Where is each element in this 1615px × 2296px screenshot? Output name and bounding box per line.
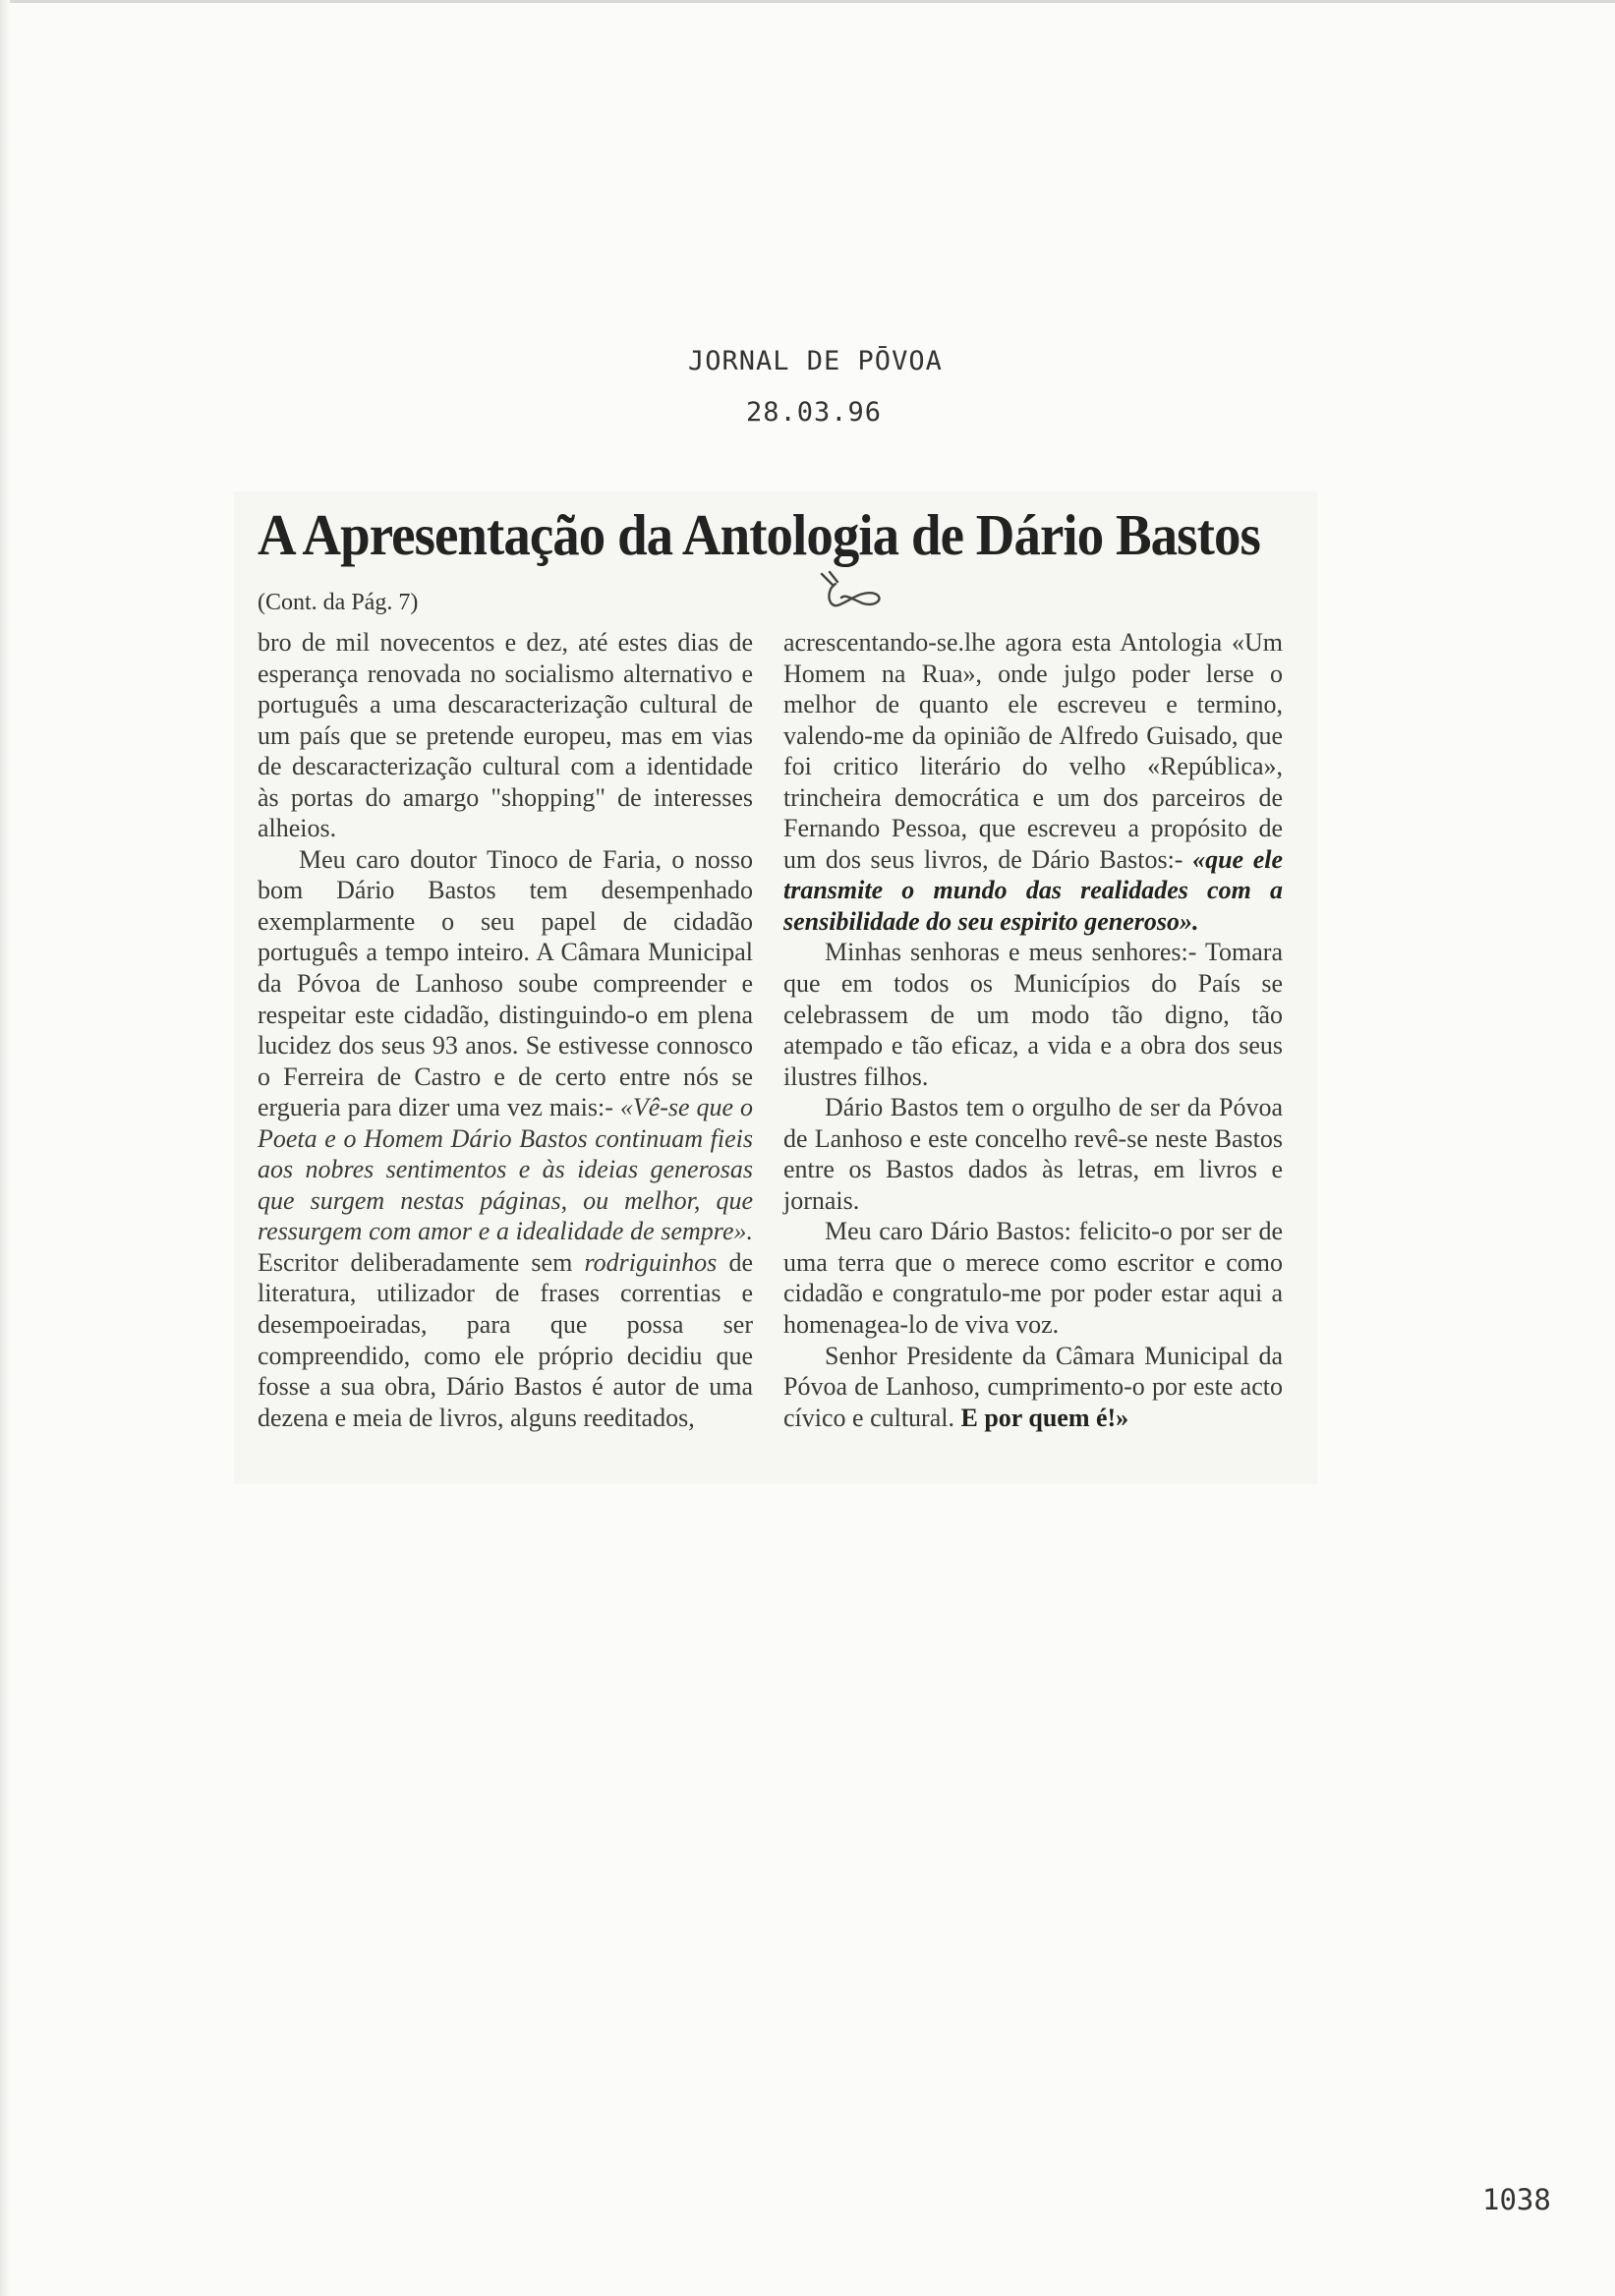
paragraph: acrescentando-se.lhe agora esta Antologia «Um Homem na Rua», onde julgo poder lerse o melhor de quanto ele escreveu e termino, valendo-me da opinião de Alfredo Guisado, que foi critico literário do velho «República», trincheira democrática e um dos parceiros de Fernando Pessoa, que escreveu a propósito de um dos seus livros, de Dário Bastos:- «que ele transmite o mundo das realidades com a sensibilidade do seu espirito generoso». — [783, 628, 1283, 936]
page-number: 1038 — [1482, 2183, 1551, 2216]
article-column-1 — [258, 627, 753, 1433]
paragraph: bro de mil novecentos e dez, até estes dias de esperança renovada no socialismo alternativo e português a uma descaracterização cultural de um país que se pretende europeu, mas em vias de descaracterização cultural com a identidade às portas do amargo "shopping" de interesses alheios. — [258, 628, 753, 843]
article-column-2 — [783, 627, 1283, 1433]
paragraph: Senhor Presidente da Câmara Municipal da Póvoa de Lanhoso, cumprimento-o por este acto cívico e cultural. E por quem é!» — [783, 1341, 1283, 1432]
paragraph: Meu caro doutor Tinoco de Faria, o nosso bom Dário Bastos tem desempenhado exemplarmente o seu papel de cidadão português a tempo inteiro. A Câmara Municipal da Póvoa de Lanhoso soube compreender e respeitar este cidadão, distinguindo-o em plena lucidez dos seus 93 anos. Se estivesse connosco o Ferreira de Castro e de certo entre nós se ergueria para dizer uma vez mais:- «Vê-se que o Poeta e o Homem Dário Bastos continuam fieis aos nobres sentimentos e às ideias generosas que surgem nestas páginas, ou melhor, que ressurgem com amor e a idealidade de sempre». Escritor deliberadamente sem rodriguinhos de literatura, utilizador de frases correntias e desempoeiradas, para que possa ser compreendido, como ele próprio decidiu que fosse a sua obra, Dário Bastos é autor de uma dezena e meia de livros, alguns reeditados, — [258, 844, 753, 1432]
paragraph: Minhas senhoras e meus senhores:- Tomara que em todos os Municípios do País se celebrassem de um modo tão digno, tão atempado e tão eficaz, a vida e a obra dos seus ilustres filhos. — [783, 938, 1283, 1091]
page-top-edge — [0, 0, 1615, 3]
alfredo-guisado-quote: «que ele transmite o mundo das realidades com a sensibilidade do seu espirito generoso». — [783, 844, 1283, 936]
paragraph: Dário Bastos tem o orgulho de ser da Póvoa de Lanhoso e este concelho revê-se neste Bastos entre os Bastos dados às letras, em livros e jornais. — [783, 1093, 1283, 1215]
paragraph: Meu caro Dário Bastos: felicito-o por ser de uma terra que o merece como escritor e como cidadão e congratulo-me por poder estar aqui a homenagea-lo de viva voz. — [783, 1217, 1283, 1340]
handwritten-date: 28.03.96 — [746, 397, 883, 428]
handwritten-source: JORNAL DE PŌVOA — [688, 346, 943, 376]
ferreira-de-castro-quote: «Vê-se que o Poeta e o Homem Dário Bastos continuam fieis aos nobres sentimentos e às ideias generosas que surgem nestas páginas, ou melhor, que ressurgem com amor e a idealidade de sempre». — [258, 1093, 753, 1246]
continuation-note: (Cont. da Pág. 7) — [258, 590, 419, 615]
handwritten-mark — [816, 568, 894, 627]
closing-phrase: E por quem é!» — [960, 1403, 1129, 1432]
scan-edge-shadow — [0, 0, 10, 2296]
italic-word: rodriguinhos — [584, 1247, 718, 1277]
article-headline: A Apresentação da Antologia de Dário Bastos — [258, 502, 1260, 567]
